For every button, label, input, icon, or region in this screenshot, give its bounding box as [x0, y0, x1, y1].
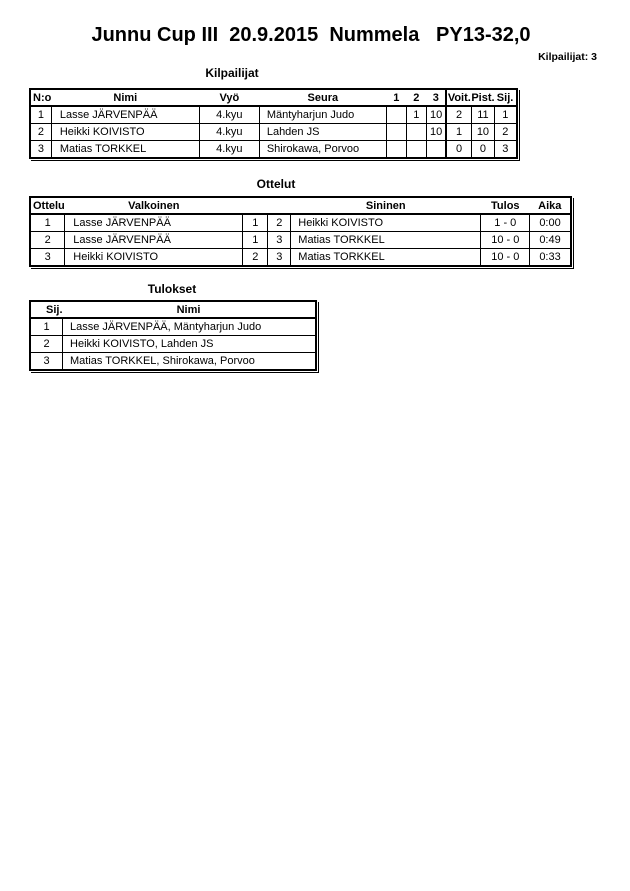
cell-club: Lahden JS: [259, 124, 386, 141]
competitor-row: [30, 106, 517, 124]
cell-blue-name: Heikki KOIVISTO: [291, 214, 481, 232]
cell-points: 0: [471, 141, 494, 159]
cell-time: 0:00: [530, 214, 571, 232]
col-header-points: Pist.: [471, 89, 494, 106]
results-header-row: [30, 301, 316, 318]
cell-match3: [426, 141, 446, 159]
cell-name: Heikki KOIVISTO, Lahden JS: [63, 336, 316, 353]
section-heading-matches: Ottelut: [256, 177, 296, 191]
results-table: [29, 300, 317, 371]
cell-belt: 4.kyu: [199, 106, 259, 124]
col-header-white: Valkoinen: [65, 197, 243, 214]
cell-no: 3: [30, 141, 51, 159]
match-row: [30, 249, 571, 267]
cell-rank: 3: [30, 353, 63, 371]
cell-blue-no: 3: [268, 249, 291, 267]
col-header-club: Seura: [259, 89, 386, 106]
cell-white-name: Heikki KOIVISTO: [65, 249, 243, 267]
col-header-belt: Vyö: [199, 89, 259, 106]
cell-points: 11: [471, 106, 494, 124]
cell-points: 10: [471, 124, 494, 141]
cell-club: Shirokawa, Porvoo: [259, 141, 386, 159]
cell-name: Lasse JÄRVENPÄÄ, Mäntyharjun Judo: [63, 318, 316, 336]
col-header-match-no: Ottelu: [30, 197, 65, 214]
col-header-wins: Voit.: [446, 89, 471, 106]
cell-blue-name: Matias TORKKEL: [291, 232, 481, 249]
competitors-header-row: [30, 89, 517, 106]
cell-name: Lasse JÄRVENPÄÄ: [51, 106, 199, 124]
cell-white-name: Lasse JÄRVENPÄÄ: [65, 232, 243, 249]
col-header-match2: 2: [406, 89, 426, 106]
cell-match-no: 3: [30, 249, 65, 267]
col-header-match1: 1: [386, 89, 406, 106]
cell-match1: [386, 106, 406, 124]
cell-match2: 1: [406, 106, 426, 124]
cell-match3: 10: [426, 106, 446, 124]
cell-match2: [406, 124, 426, 141]
cell-belt: 4.kyu: [199, 141, 259, 159]
match-row: [30, 214, 571, 232]
cell-rank: 2: [495, 124, 517, 141]
matches-table: [29, 196, 572, 267]
cell-blue-no: 2: [268, 214, 291, 232]
section-heading-competitors: Kilpailijat: [205, 66, 259, 80]
col-header-time: Aika: [530, 197, 571, 214]
competitor-row: [30, 141, 517, 159]
result-row: [30, 336, 316, 353]
cell-time: 0:33: [530, 249, 571, 267]
cell-belt: 4.kyu: [199, 124, 259, 141]
col-header-white-no: [243, 197, 268, 214]
cell-wins: 1: [446, 124, 471, 141]
cell-match-no: 1: [30, 214, 65, 232]
cell-match3: 10: [426, 124, 446, 141]
col-header-blue: Sininen: [291, 197, 481, 214]
cell-time: 0:49: [530, 232, 571, 249]
cell-rank: 1: [30, 318, 63, 336]
match-row: [30, 232, 571, 249]
cell-rank: 1: [495, 106, 517, 124]
cell-result: 1 - 0: [481, 214, 530, 232]
competitor-row: [30, 124, 517, 141]
cell-name: Matias TORKKEL: [51, 141, 199, 159]
cell-rank: 2: [30, 336, 63, 353]
cell-white-name: Lasse JÄRVENPÄÄ: [65, 214, 243, 232]
col-header-result: Tulos: [481, 197, 530, 214]
cell-match1: [386, 141, 406, 159]
col-header-match3: 3: [426, 89, 446, 106]
cell-club: Mäntyharjun Judo: [259, 106, 386, 124]
cell-blue-name: Matias TORKKEL: [291, 249, 481, 267]
cell-blue-no: 3: [268, 232, 291, 249]
cell-match-no: 2: [30, 232, 65, 249]
cell-no: 2: [30, 124, 51, 141]
competitors-table: [29, 88, 518, 159]
cell-rank: 3: [495, 141, 517, 159]
cell-white-no: 1: [243, 214, 268, 232]
cell-name: Heikki KOIVISTO: [51, 124, 199, 141]
section-heading-results: Tulokset: [147, 282, 197, 296]
page-title: Junnu Cup III 20.9.2015 Nummela PY13-32,0: [91, 24, 531, 46]
col-header-blue-no: [268, 197, 291, 214]
cell-match2: [406, 141, 426, 159]
cell-wins: 0: [446, 141, 471, 159]
competitors-count-label: Kilpailijat: 3: [538, 51, 597, 63]
col-header-name: Nimi: [63, 301, 316, 318]
result-row: [30, 318, 316, 336]
cell-result: 10 - 0: [481, 232, 530, 249]
col-header-name: Nimi: [51, 89, 199, 106]
cell-white-no: 1: [243, 232, 268, 249]
cell-white-no: 2: [243, 249, 268, 267]
col-header-no: N:o: [30, 89, 51, 106]
matches-header-row: [30, 197, 571, 214]
result-row: [30, 353, 316, 371]
cell-name: Matias TORKKEL, Shirokawa, Porvoo: [63, 353, 316, 371]
col-header-rank: Sij.: [30, 301, 63, 318]
cell-match1: [386, 124, 406, 141]
cell-result: 10 - 0: [481, 249, 530, 267]
cell-no: 1: [30, 106, 51, 124]
cell-wins: 2: [446, 106, 471, 124]
col-header-rank: Sij.: [495, 89, 517, 106]
